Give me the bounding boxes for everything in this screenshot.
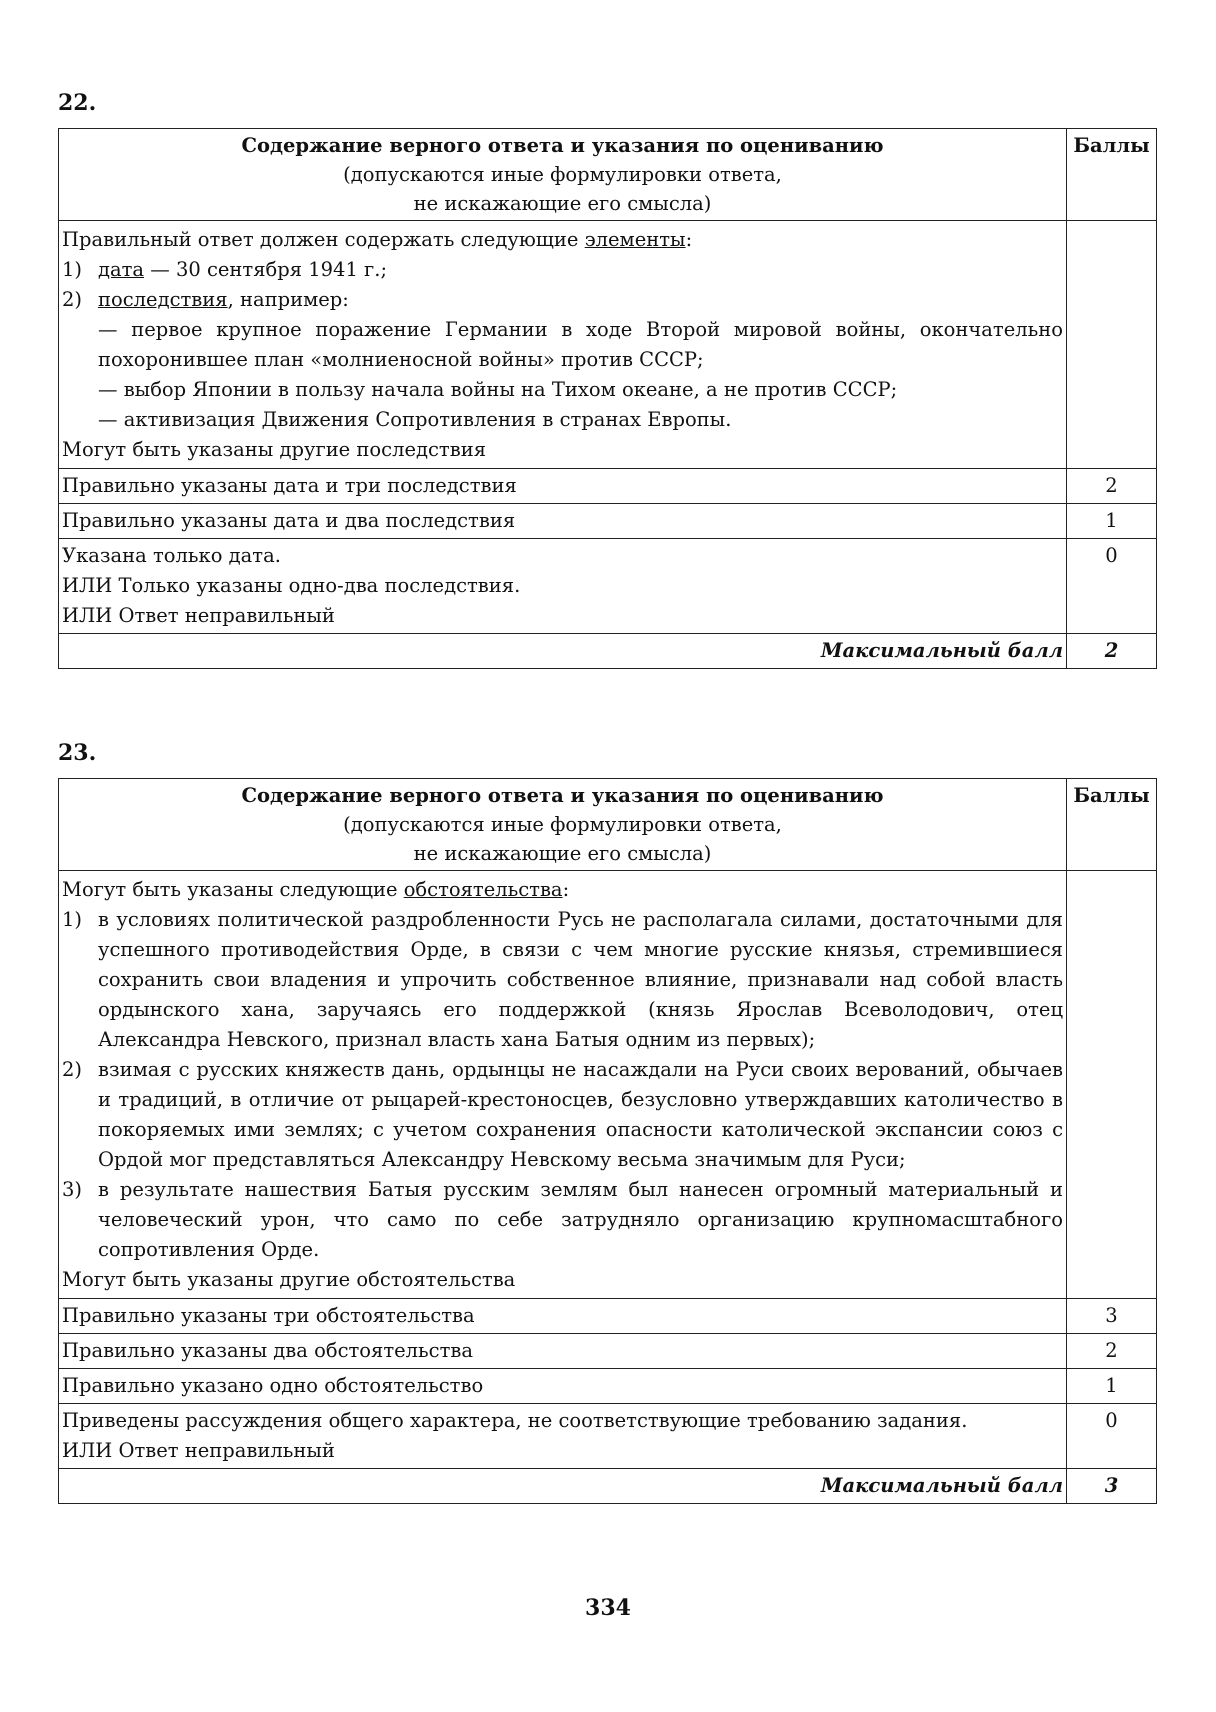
grading-table-22 [58,128,1157,669]
criteria-score: 2 [1067,469,1157,504]
criteria-row [59,1369,1157,1404]
answer-content-row [59,871,1157,1299]
criteria-score: 2 [1067,1334,1157,1369]
answer-outro: Могут быть указаны другие последствия [62,438,487,461]
max-score-value: 2 [1067,634,1157,669]
answer-intro: Правильный ответ должен содержать следующие элементы: [62,228,693,251]
header-title: Содержание верного ответа и указания по оцениванию [241,784,884,807]
criteria-score: 1 [1067,504,1157,539]
criteria-text: Правильно указано одно обстоятельство [59,1369,1067,1404]
page-number: 334 [585,1595,631,1621]
circumstance-item: 3) в результате нашествия Батыя русским землям был нанесен огромный материальный и человеческий урон, что само по себе затрудняло организацию крупномасштабного сопротивления Орде. [62,1178,1063,1261]
header-note-line: (допускаются иные формулировки ответа, [343,163,782,186]
consequence-item: — выбор Японии в пользу начала войны на Тихом океане, а не против СССР; [98,378,898,401]
max-score-label: Максимальный балл [59,634,1067,669]
answer-content [59,871,1067,1299]
table-header-row [59,779,1157,871]
max-score-label: Максимальный балл [59,1469,1067,1504]
circumstance-item: 1) в условиях политической раздробленности Русь не располагала силами, достаточными для успешного противодействия Орде, в связи с чем многие русские князья, стремившиеся сохранить свои владения и упрочить собственное влияние, признавали над собой власть ордынского хана, заручаясь его поддержкой (князь Ярослав Всеволодович, отец Александра Невского, признал власть хана Батыя одним из первых); [62,908,1063,1051]
criteria-text: Правильно указаны дата и два последствия [59,504,1067,539]
criteria-row [59,1404,1157,1469]
criteria-text: Правильно указаны дата и три последствия [59,469,1067,504]
answer-element: 2) последствия, например: [62,288,349,311]
answer-intro: Могут быть указаны следующие обстоятельства: [62,878,570,901]
max-score-row [59,1469,1157,1504]
criteria-text: Приведены рассуждения общего характера, не соответствующие требованию задания. ИЛИ Ответ неправильный [59,1404,1067,1469]
max-score-row [59,634,1157,669]
header-cell [59,129,1067,221]
header-note-line: не искажающие его смысла) [413,192,712,215]
criteria-text: Указана только дата. ИЛИ Только указаны одно-два последствия. ИЛИ Ответ неправильный [59,539,1067,634]
balls-header: Баллы [1067,129,1157,221]
max-score-value: 3 [1067,1469,1157,1504]
header-title: Содержание верного ответа и указания по оцениванию [241,134,884,157]
criteria-row [59,539,1157,634]
criteria-row [59,1334,1157,1369]
task-number: 22. [58,90,97,116]
empty-score-cell [1067,871,1157,1299]
task-number: 23. [58,740,97,766]
answer-content-row [59,221,1157,469]
circumstance-item: 2) взимая с русских княжеств дань, ордынцы не насаждали на Руси своих верований, обычаев и традиций, в отличие от рыцарей-крестоносцев, безусловно утверждавших католичество в покоряемых ими землях; с учетом сохранения опасности католической экспансии союз с Ордой мог представляться Александру Невскому весьма значимым для Руси; [62,1058,1063,1171]
criteria-row [59,504,1157,539]
header-note-line: (допускаются иные формулировки ответа, [343,813,782,836]
consequence-item: — первое крупное поражение Германии в ходе Второй мировой войны, окончательно похоронившее план «молниеносной войны» против СССР; [98,318,1063,371]
empty-score-cell [1067,221,1157,469]
criteria-row [59,469,1157,504]
criteria-score: 3 [1067,1299,1157,1334]
criteria-text: Правильно указаны три обстоятельства [59,1299,1067,1334]
criteria-row [59,1299,1157,1334]
consequence-item: — активизация Движения Сопротивления в странах Европы. [98,408,732,431]
balls-header: Баллы [1067,779,1157,871]
criteria-text: Правильно указаны два обстоятельства [59,1334,1067,1369]
answer-outro: Могут быть указаны другие обстоятельства [62,1268,516,1291]
answer-element: 1) дата — 30 сентября 1941 г.; [62,258,388,281]
grading-table-23 [58,778,1157,1504]
header-note-line: не искажающие его смысла) [413,842,712,865]
answer-content [59,221,1067,469]
header-cell [59,779,1067,871]
table-header-row [59,129,1157,221]
criteria-score: 0 [1067,539,1157,634]
criteria-score: 1 [1067,1369,1157,1404]
criteria-score: 0 [1067,1404,1157,1469]
